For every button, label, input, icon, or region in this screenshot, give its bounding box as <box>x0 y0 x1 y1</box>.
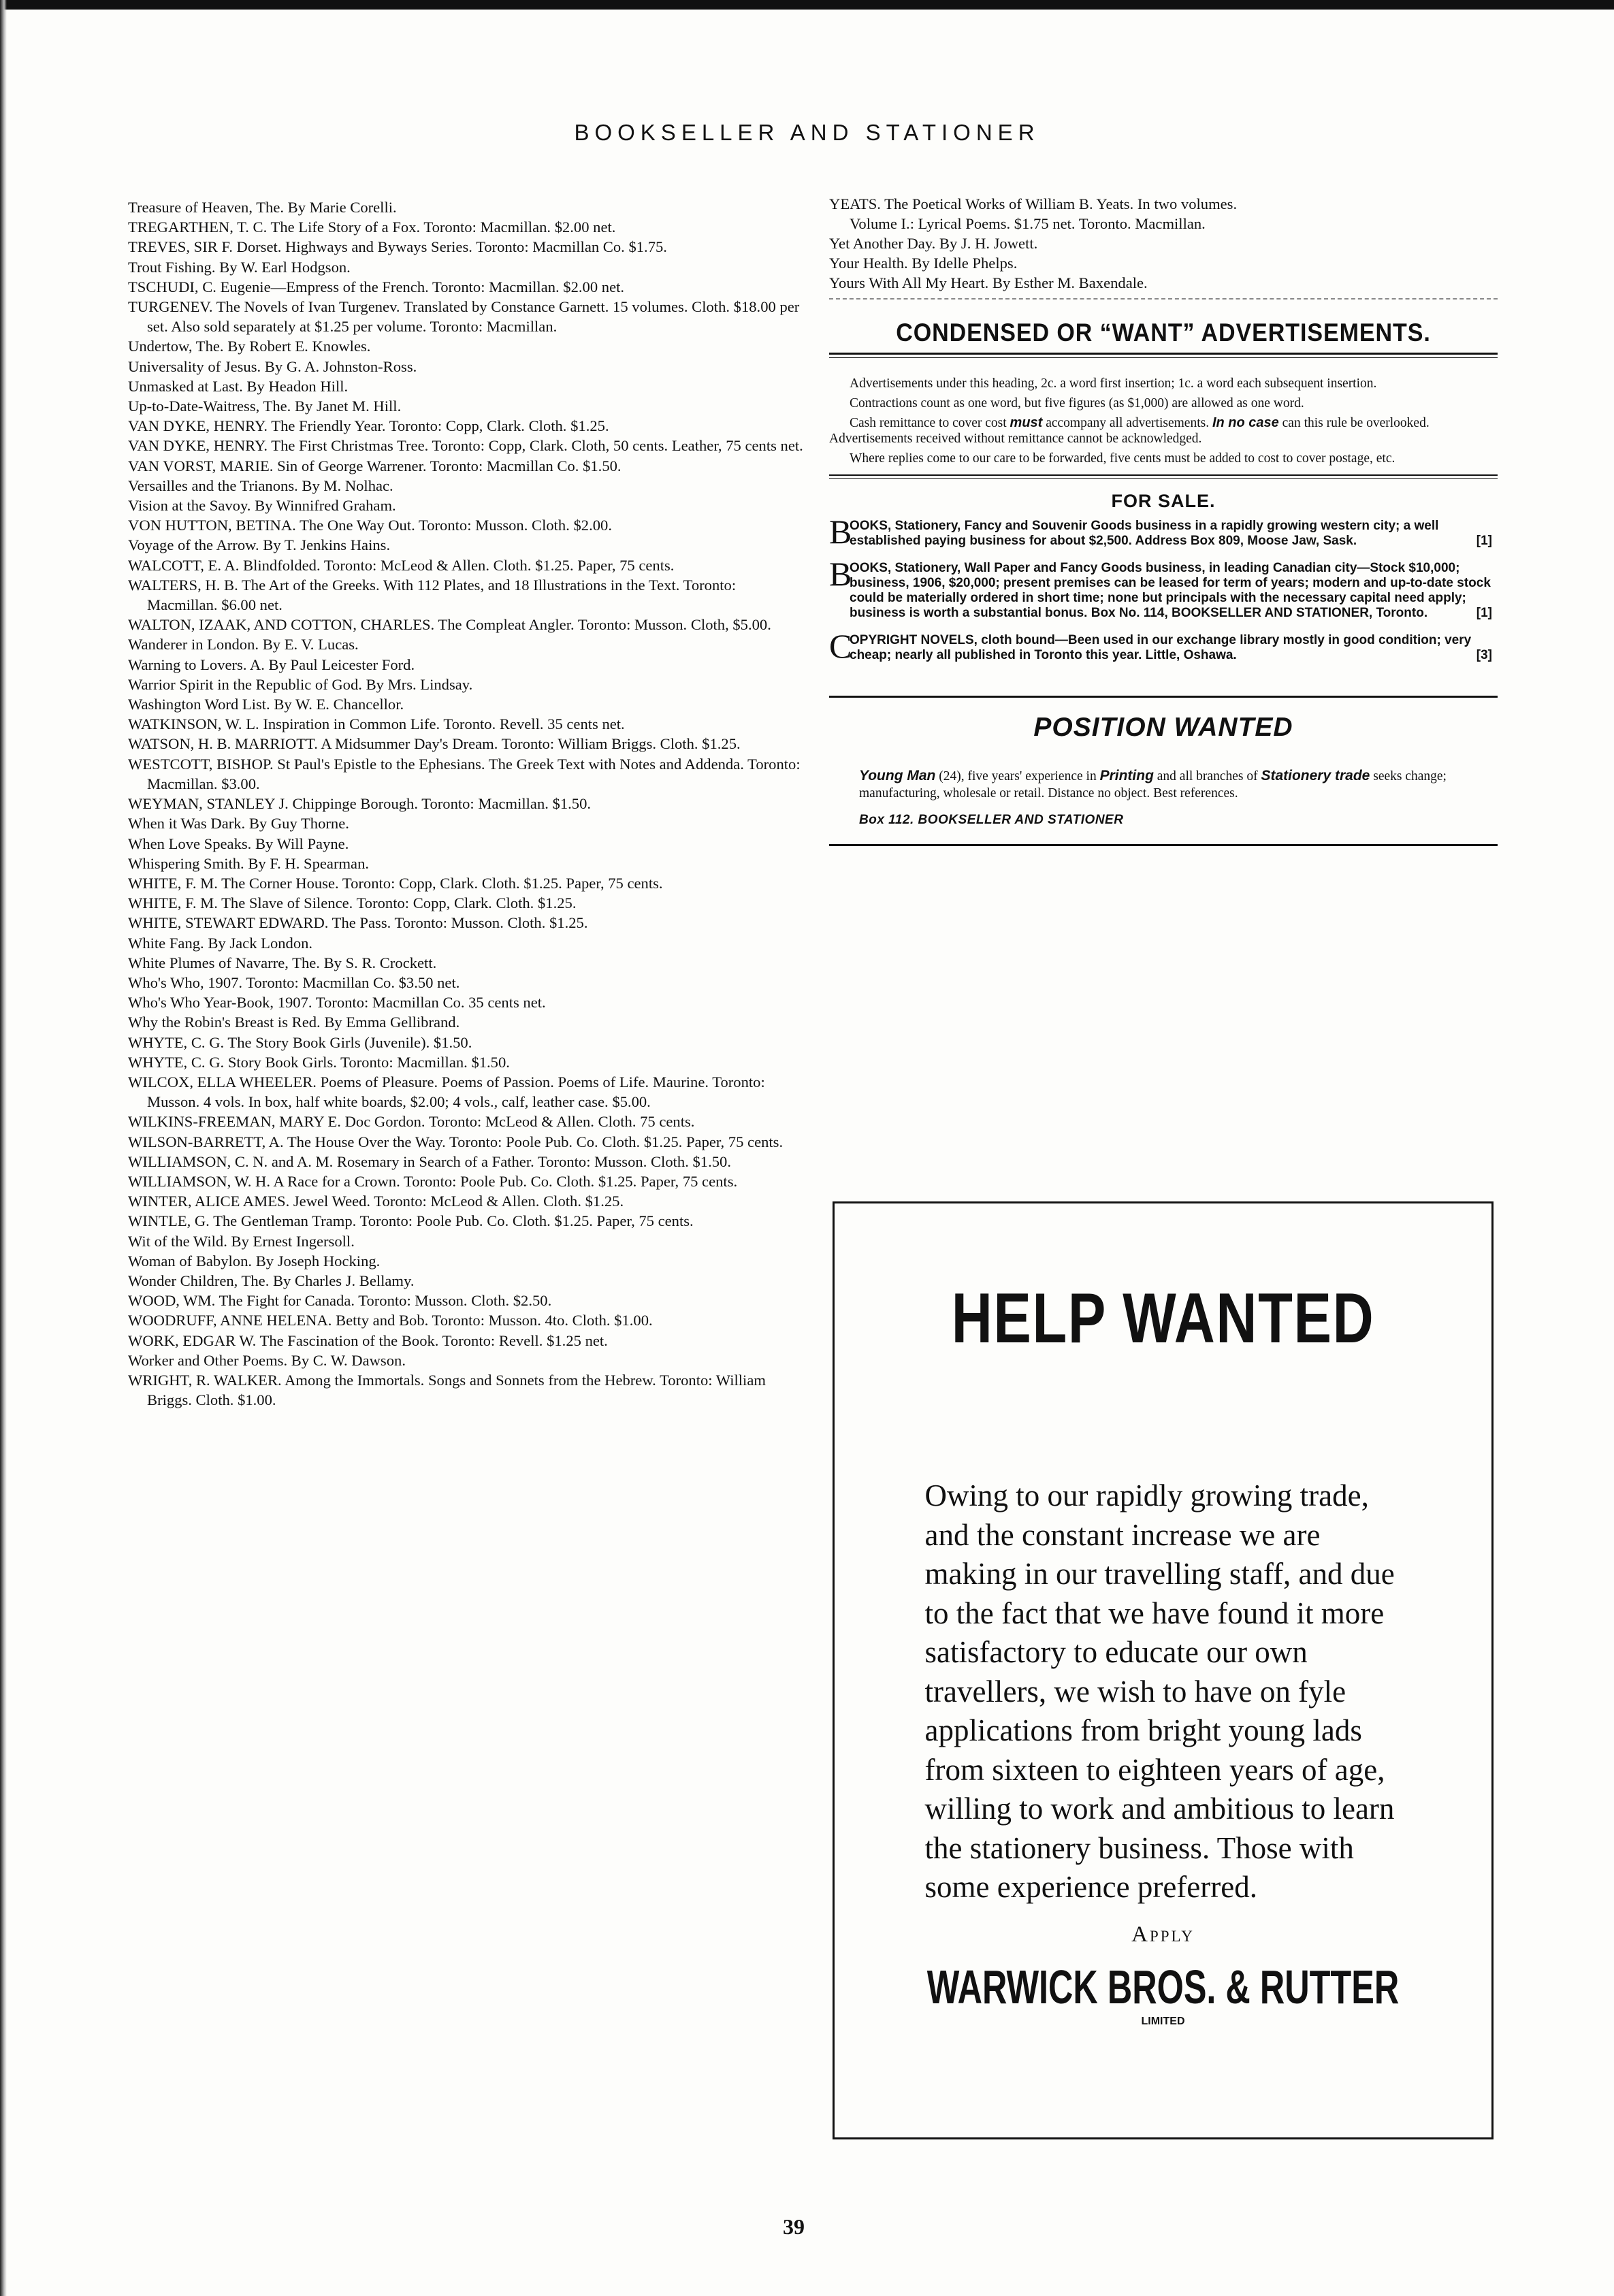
position-wanted-signature: Box 112. BOOKSELLER AND STATIONER <box>859 813 1124 827</box>
book-entry: Vision at the Savoy. By Winnifred Graham. <box>128 497 396 515</box>
book-entry: WHITE, F. M. The Corner House. Toronto: Copp, Clark. Cloth. $1.25. Paper, 75 cents. <box>128 874 663 892</box>
book-entry: Wonder Children, The. By Charles J. Bellamy. <box>128 1272 415 1289</box>
book-entry: Unmasked at Last. By Headon Hill. <box>128 377 349 395</box>
book-list-column <box>128 197 809 1410</box>
page-edge-shadow <box>0 0 7 2296</box>
book-entry: WHYTE, C. G. The Story Book Girls (Juvenile). $1.50. <box>128 1033 472 1051</box>
book-entry: Yet Another Day. By J. H. Jowett. <box>829 235 1038 252</box>
book-entry: TSCHUDI, C. Eugenie—Empress of the French. Toronto: Macmillan. $2.00 net. <box>128 278 625 295</box>
book-entry: Warrior Spirit in the Republic of God. By Mrs. Lindsay. <box>128 675 473 693</box>
company-limited: LIMITED <box>1141 2015 1185 2027</box>
book-entry: VON HUTTON, BETINA. The One Way Out. Toronto: Musson. Cloth. $2.00. <box>128 517 612 534</box>
book-entry: White Plumes of Navarre, The. By S. R. Crockett. <box>128 954 437 971</box>
book-entry: WALTON, IZAAK, AND COTTON, CHARLES. The Compleat Angler. Toronto: Musson. Cloth, $5.00. <box>128 616 771 634</box>
book-entry: WOOD, WM. The Fight for Canada. Toronto: Musson. Cloth. $2.50. <box>128 1292 552 1310</box>
book-entry: WHITE, STEWART EDWARD. The Pass. Toronto: Musson. Cloth. $1.25. <box>128 914 588 932</box>
divider <box>829 478 1498 479</box>
book-entry: Worker and Other Poems. By C. W. Dawson. <box>128 1351 406 1369</box>
page-number: 39 <box>783 2214 805 2239</box>
position-wanted-ad <box>829 696 1498 846</box>
book-entry: VAN DYKE, HENRY. The First Christmas Tree. Toronto: Copp, Clark. Cloth, 50 cents. Leather, 75 cents net. <box>128 437 803 455</box>
book-entry: Woman of Babylon. By Joseph Hocking. <box>128 1252 381 1270</box>
book-entry: Who's Who Year-Book, 1907. Toronto: Macmillan Co. 35 cents net. <box>128 994 546 1012</box>
book-entry-yeats: YEATS. The Poetical Works of William B. Yeats. In two volumes. <box>829 195 1238 212</box>
book-entry: WHYTE, C. G. Story Book Girls. Toronto: Macmillan. $1.50. <box>128 1053 510 1071</box>
remittance-paragraph: Cash remittance to cover cost must accompany all advertisements. In no case can this rule be overlooked. Advertisements received without remittance cannot be acknowledged. <box>829 415 1430 446</box>
help-wanted-ad <box>833 1201 1494 2139</box>
ad-rates-paragraph: Advertisements under this heading, 2c. a word first insertion; 1c. a word each subsequent insertion. <box>850 376 1377 391</box>
book-entry: Who's Who, 1907. Toronto: Macmillan Co. $3.50 net. <box>128 973 460 991</box>
contractions-paragraph: Contractions count as one word, but five figures (as $1,000) are allowed as one word. <box>850 396 1304 410</box>
book-entry: WESTCOTT, BISHOP. St Paul's Epistle to the Ephesians. The Greek Text with Notes and Addenda. Toronto: Macmillan. $3.00. <box>128 755 801 792</box>
page-header: BOOKSELLER AND STATIONER <box>574 120 1040 145</box>
book-entry: Trout Fishing. By W. Earl Hodgson. <box>128 258 351 276</box>
book-entry: WILLIAMSON, C. N. and A. M. Rosemary in Search of a Father. Toronto: Musson. Cloth. $1.50. <box>128 1152 731 1170</box>
book-entry: WINTLE, G. The Gentleman Tramp. Toronto: Poole Pub. Co. Cloth. $1.25. Paper, 75 cents. <box>128 1212 694 1230</box>
drop-cap: C <box>829 627 852 665</box>
help-wanted-title: HELP WANTED <box>951 1279 1375 1358</box>
book-entry: WALTERS, H. B. The Art of the Greeks. With 112 Plates, and 18 Illustrations in the Text. Toronto: Macmillan. $6.00 net. <box>128 576 737 614</box>
book-entry: Whispering Smith. By F. H. Spearman. <box>128 854 370 872</box>
book-entry: VAN VORST, MARIE. Sin of George Warrener. Toronto: Macmillan Co. $1.50. <box>128 457 622 474</box>
top-border <box>0 0 1614 10</box>
book-entry: VAN DYKE, HENRY. The Friendly Year. Toronto: Copp, Clark. Cloth. $1.25. <box>128 417 609 435</box>
book-entry: Your Health. By Idelle Phelps. <box>829 255 1018 272</box>
right-column <box>829 194 1498 846</box>
book-entry: WATSON, H. B. MARRIOTT. A Midsummer Day's Dream. Toronto: William Briggs. Cloth. $1.25. <box>128 735 741 753</box>
apply-label: Apply <box>1131 1922 1195 1947</box>
book-entry: Universality of Jesus. By G. A. Johnston-Ross. <box>128 357 417 375</box>
for-sale-title: FOR SALE. <box>1111 491 1216 511</box>
book-entry: WILLIAMSON, W. H. A Race for a Crown. Toronto: Poole Pub. Co. Cloth. $1.25. Paper, 75 cents. <box>128 1172 738 1190</box>
book-entry: White Fang. By Jack London. <box>128 934 313 952</box>
book-entry: Why the Robin's Breast is Red. By Emma Gellibrand. <box>128 1014 460 1031</box>
book-entry: Wit of the Wild. By Ernest Ingersoll. <box>128 1232 355 1250</box>
divider <box>829 298 1498 300</box>
position-wanted-title: POSITION WANTED <box>1033 713 1293 742</box>
book-entry: WILKINS-FREEMAN, MARY E. Doc Gordon. Toronto: McLeod & Allen. Cloth. 75 cents. <box>128 1113 695 1131</box>
book-entry: Treasure of Heaven, The. By Marie Corelli. <box>128 199 397 216</box>
book-entry: Warning to Lovers. A. By Paul Leicester Ford. <box>128 656 415 673</box>
replies-paragraph: Where replies come to our care to be forwarded, five cents must be added to cost to cover postage, etc. <box>850 451 1395 466</box>
book-entry: WHITE, F. M. The Slave of Silence. Toronto: Copp, Clark. Cloth. $1.25. <box>128 894 577 912</box>
drop-cap: B <box>829 513 852 551</box>
book-entry: WOODRUFF, ANNE HELENA. Betty and Bob. Toronto: Musson. 4to. Cloth. $1.00. <box>128 1312 653 1329</box>
book-entry: WRIGHT, R. WALKER. Among the Immortals. Songs and Sonnets from the Hebrew. Toronto: William Briggs. Cloth. $1.00. <box>128 1371 766 1409</box>
book-entry: When it Was Dark. By Guy Thorne. <box>128 815 349 832</box>
book-entry: WEYMAN, STANLEY J. Chippinge Borough. Toronto: Macmillan. $1.50. <box>128 795 592 813</box>
for-sale-ad: B OOKS, Stationery, Wall Paper and Fancy Goods business, in leading Canadian city—Stock $10,000; business, 1906, $20,000; present premises can be leased for term of years; modern and up-to-date stock could be materially ordered in short time; none but principals with the necessary capital need apply; business is worth a substantial bonus. Box No. 114, BOOKSELLER AND STATIONER, Toronto. [1] <box>829 555 1492 620</box>
book-entry: Undertow, The. By Robert E. Knowles. <box>128 338 371 355</box>
book-entry: WORK, EDGAR W. The Fascination of the Book. Toronto: Revell. $1.25 net. <box>128 1331 608 1349</box>
for-sale-ad: C OPYRIGHT NOVELS, cloth bound—Been used in our exchange library mostly in good condition; very cheap; nearly all published in Toronto this year. Little, Oshawa. [3] <box>829 627 1492 665</box>
book-entry: WILSON-BARRETT, A. The House Over the Way. Toronto: Poole Pub. Co. Cloth. $1.25. Paper, 75 cents. <box>128 1133 784 1150</box>
book-entry: WILCOX, ELLA WHEELER. Poems of Pleasure. Poems of Passion. Poems of Life. Maurine. Toronto: Musson. 4 vols. In box, half white boards, $2.00; 4 vols., calf, leather case. $5.00. <box>128 1073 765 1111</box>
for-sale-ad: B OOKS, Stationery, Fancy and Souvenir Goods business in a rapidly growing western city; a well established paying business for about $2,500. Address Box 809, Moose Jaw, Sask. [1] <box>829 513 1492 551</box>
book-entry: WALCOTT, E. A. Blindfolded. Toronto: McLeod & Allen. Cloth. $1.25. Paper, 75 cents. <box>128 556 675 574</box>
book-entry: Versailles and the Trianons. By M. Nolhac. <box>128 476 393 494</box>
book-entry: Wanderer in London. By E. V. Lucas. <box>128 636 359 653</box>
book-entry: TURGENEV. The Novels of Ivan Turgenev. Translated by Constance Garnett. 15 volumes. Cloth. $18.00 per set. Also sold separately at $1.25 per volume. Toronto: Macmillan. <box>128 298 800 336</box>
book-entry-yeats-volume: Volume I.: Lyrical Poems. $1.75 net. Toronto. Macmillan. <box>850 215 1206 232</box>
book-entry: WINTER, ALICE AMES. Jewel Weed. Toronto: McLeod & Allen. Cloth. $1.25. <box>128 1193 624 1210</box>
book-entry: TREGARTHEN, T. C. The Life Story of a Fox. Toronto: Macmillan. $2.00 net. <box>128 219 616 236</box>
position-wanted-text: Young Man (24), five years' experience in Printing and all branches of Stationery trade seeks change; manufacturing, wholesale or retail. Distance no object. Best references. <box>859 768 1447 801</box>
book-entry: Up-to-Date-Waitress, The. By Janet M. Hill. <box>128 398 402 415</box>
book-entry: Voyage of the Arrow. By T. Jenkins Hains. <box>128 536 391 554</box>
divider <box>829 353 1498 358</box>
book-entry: TREVES, SIR F. Dorset. Highways and Byways Series. Toronto: Macmillan Co. $1.75. <box>128 238 667 256</box>
book-entry: Yours With All My Heart. By Esther M. Baxendale. <box>829 274 1148 291</box>
divider <box>829 474 1498 476</box>
drop-cap: B <box>829 555 852 593</box>
company-name: WARWICK BROS. & RUTTER <box>926 1960 1400 2014</box>
help-wanted-body: Owing to our rapidly growing trade, and the constant increase we are making in our travelling staff, and due to the fact that we have found it more satisfactory to educate our own travellers, we wish to have on fyle applications from bright young lads from sixteen to eighteen years of age, willing to work and ambitious to learn the stationery business. Those with some experience preferred. <box>924 1478 1395 1904</box>
book-entry: Washington Word List. By W. E. Chancellor. <box>128 696 404 713</box>
book-entry: When Love Speaks. By Will Payne. <box>128 835 349 852</box>
condensed-ads-title: CONDENSED OR “WANT” ADVERTISEMENTS. <box>896 319 1431 346</box>
book-entry: WATKINSON, W. L. Inspiration in Common Life. Toronto. Revell. 35 cents net. <box>128 715 625 733</box>
